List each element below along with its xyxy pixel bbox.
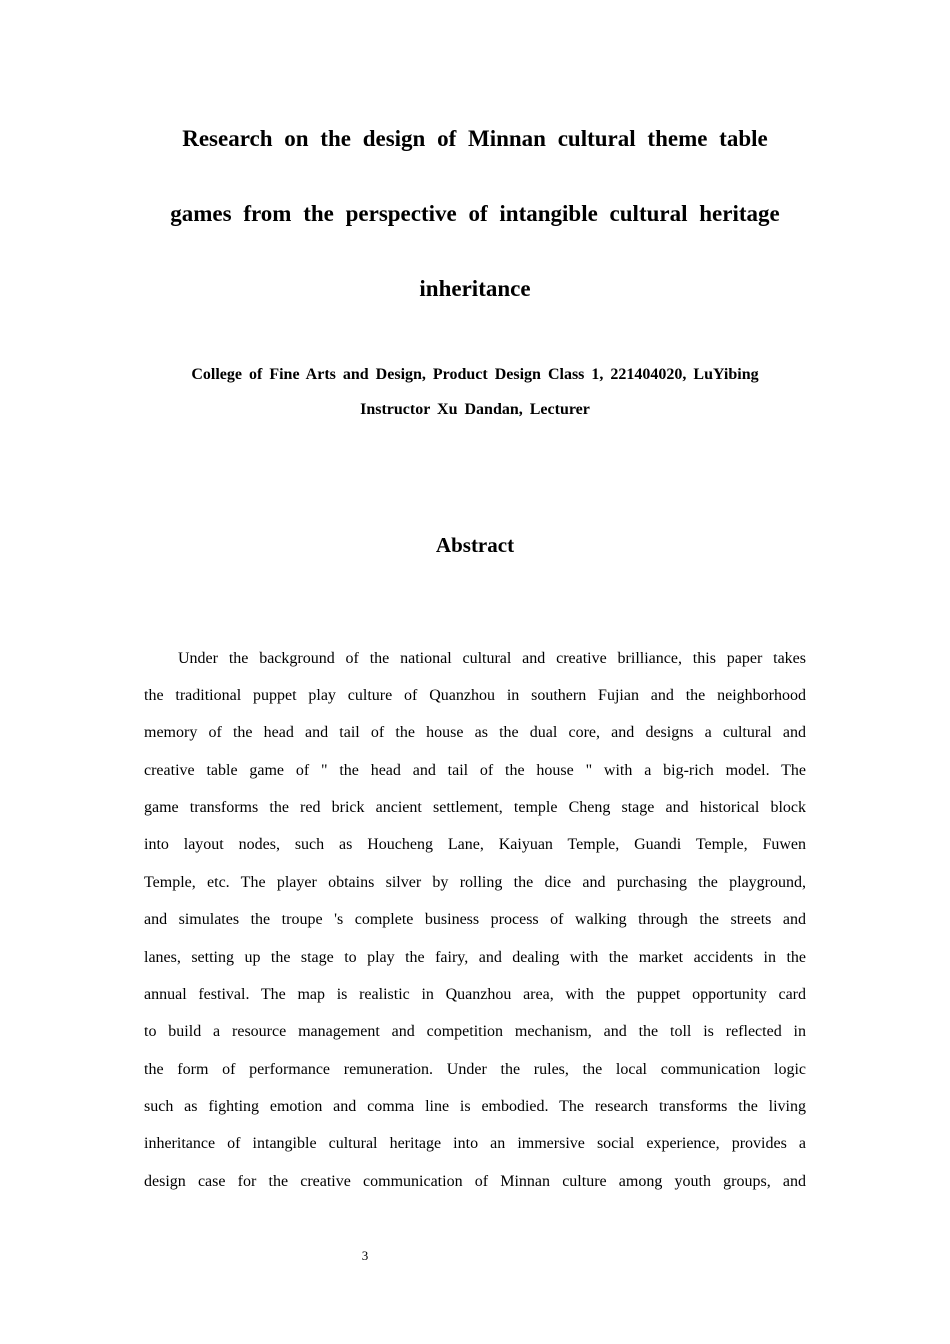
paper-title-line-2: games from the perspective of intangible cultural heritage <box>170 201 780 226</box>
abstract-line: memory of the head and tail of the house as the dual core, and designs a cultural and <box>144 724 806 741</box>
abstract-line: lanes, setting up the stage to play the fairy, and dealing with the market accidents in the <box>144 949 806 966</box>
paper-title-line-3: inheritance <box>419 276 531 301</box>
page-number: 3 <box>361 1248 369 1263</box>
paper-title-line-1: Research on the design of Minnan cultural theme table <box>182 126 768 151</box>
abstract-line: design case for the creative communication of Minnan culture among youth groups, and <box>144 1173 806 1190</box>
abstract-line: to build a resource management and competition mechanism, and the toll is reflected in <box>144 1023 806 1040</box>
abstract-line: such as fighting emotion and comma line is embodied. The research transforms the living <box>144 1098 806 1115</box>
abstract-line: Under the background of the national cultural and creative brilliance, this paper takes <box>178 650 806 667</box>
abstract-line: Temple, etc. The player obtains silver by rolling the dice and purchasing the playground, <box>144 874 806 891</box>
abstract-line: annual festival. The map is realistic in Quanzhou area, with the puppet opportunity card <box>144 986 806 1003</box>
abstract-line: game transforms the red brick ancient settlement, temple Cheng stage and historical block <box>144 799 806 816</box>
abstract-line: creative table game of " the head and tail of the house " with a big-rich model. The <box>144 762 806 779</box>
abstract-line: into layout nodes, such as Houcheng Lane, Kaiyuan Temple, Guandi Temple, Fuwen <box>144 836 806 853</box>
author-affiliation: College of Fine Arts and Design, Product Design Class 1, 221404020, LuYibing <box>191 366 759 383</box>
instructor-line: Instructor Xu Dandan, Lecturer <box>360 401 590 418</box>
abstract-line: inheritance of intangible cultural heritage into an immersive social experience, provides a <box>144 1135 806 1152</box>
abstract-heading: Abstract <box>435 533 515 557</box>
abstract-line: the traditional puppet play culture of Quanzhou in southern Fujian and the neighborhood <box>144 687 806 704</box>
abstract-line: and simulates the troupe 's complete business process of walking through the streets and <box>144 911 806 928</box>
abstract-line: the form of performance remuneration. Under the rules, the local communication logic <box>144 1061 806 1078</box>
